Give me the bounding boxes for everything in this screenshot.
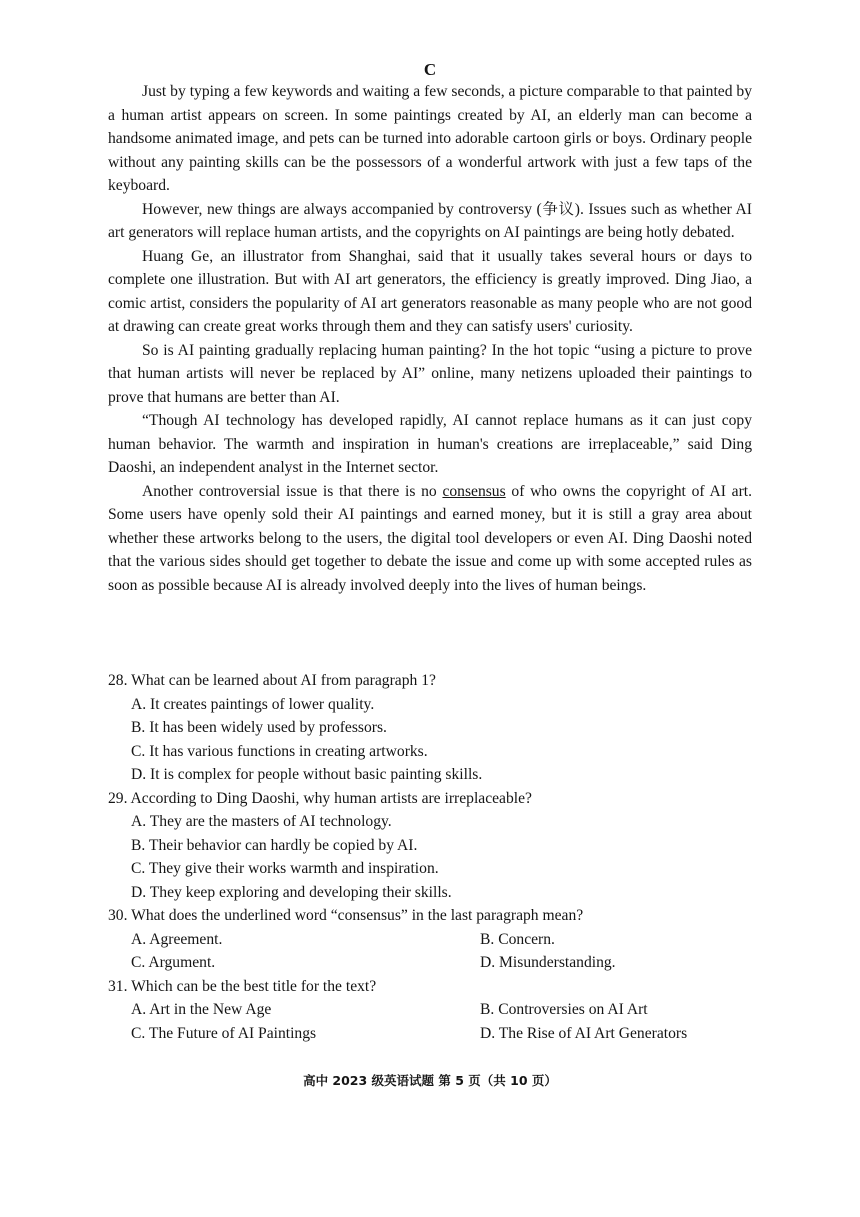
paragraph-4: So is AI painting gradually replacing human painting? In the hot topic “using a picture to prove that human artists will never be replaced by AI” online, many netizens uploaded their paintings to prove that humans are better than AI. <box>108 341 752 406</box>
option-b: B. Concern. <box>480 930 555 948</box>
option-c: C. It has various functions in creating artworks. <box>131 742 428 760</box>
option-b: B. Controversies on AI Art <box>480 1001 648 1018</box>
paragraph-2: However, new things are always accompanied by controversy (争议). Issues such as whether AI art generators will replace human artists, and the copyrights on AI paintings are being hotly debated. <box>108 200 752 241</box>
option-a: A. Art in the New Age <box>131 1001 272 1018</box>
option-a: A. Agreement. <box>131 930 223 948</box>
option-b: B. It has been widely used by professors. <box>131 719 387 736</box>
underlined-word: consensus <box>442 482 506 500</box>
option-a: A. They are the masters of AI technology. <box>131 813 392 830</box>
option-b: B. Their behavior can hardly be copied by AI. <box>131 836 418 854</box>
question-28 <box>108 669 752 787</box>
option-row <box>131 1022 752 1046</box>
question-stem: 28. What can be learned about AI from paragraph 1? <box>108 672 436 689</box>
question-list <box>108 669 752 1045</box>
option-d: D. The Rise of AI Art Generators <box>480 1024 688 1042</box>
question-stem: 30. What does the underlined word “consensus” in the last paragraph mean? <box>108 907 584 924</box>
question-31 <box>108 975 752 1046</box>
option-c: C. The Future of AI Paintings <box>131 1024 317 1042</box>
option-row <box>131 951 752 975</box>
question-29 <box>108 787 752 905</box>
option-row <box>131 998 752 1022</box>
paragraph-6-before: Another controversial issue is that there is no <box>142 482 443 500</box>
page-footer: 高中 2023 级英语试题 第 5 页（共 10 页） <box>303 1073 557 1088</box>
reading-passage <box>108 80 752 597</box>
paragraph-6 <box>108 480 752 598</box>
option-row <box>131 928 752 952</box>
question-30 <box>108 904 752 975</box>
option-c: C. Argument. <box>131 954 216 971</box>
paragraph-3: Huang Ge, an illustrator from Shanghai, said that it usually takes several hours or days to complete one illustration. But with AI art generators, the efficiency is greatly improved. Ding Jiao, a comic artist, considers the popularity of AI art generators reasonable as many people who are not good at drawing can create great works through them and they can satisfy users' curiosity. <box>108 247 752 335</box>
option-a: A. It creates paintings of lower quality. <box>131 695 375 713</box>
question-stem: 31. Which can be the best title for the text? <box>108 977 377 995</box>
paragraph-5: “Though AI technology has developed rapidly, AI cannot replace humans as it can just copy human behavior. The warmth and inspiration in human's creations are irreplaceable,” said Ding Daoshi, an independent analyst in the Internet sector. <box>108 412 752 476</box>
paragraph-6-after: of who owns the copyright of AI art. Some users have openly sold their AI paintings and earned money, but it is still a gray area about whether these artworks belong to the users, the digital tool developers or even AI. Ding Daoshi noted that the various sides should get together to debate the issue and come up with some accepted rules as soon as possible because AI is already involved deeply into the lives of human beings. <box>108 482 752 594</box>
section-letter: C <box>423 60 437 79</box>
question-stem: 29. According to Ding Daoshi, why human artists are irreplaceable? <box>108 789 532 807</box>
paragraph-1: Just by typing a few keywords and waiting a few seconds, a picture comparable to that painted by a human artist appears on screen. In some paintings created by AI, an elderly man can become a handsome animated image, and pets can be turned into adorable cartoon girls or boys. Ordinary people without any painting skills can be the possessors of a wonderful artwork with just a few taps of the keyboard. <box>108 83 752 194</box>
option-c: C. They give their works warmth and inspiration. <box>131 860 439 877</box>
option-d: D. It is complex for people without basic painting skills. <box>131 766 483 783</box>
option-d: D. They keep exploring and developing their skills. <box>131 883 452 901</box>
option-d: D. Misunderstanding. <box>480 954 616 971</box>
